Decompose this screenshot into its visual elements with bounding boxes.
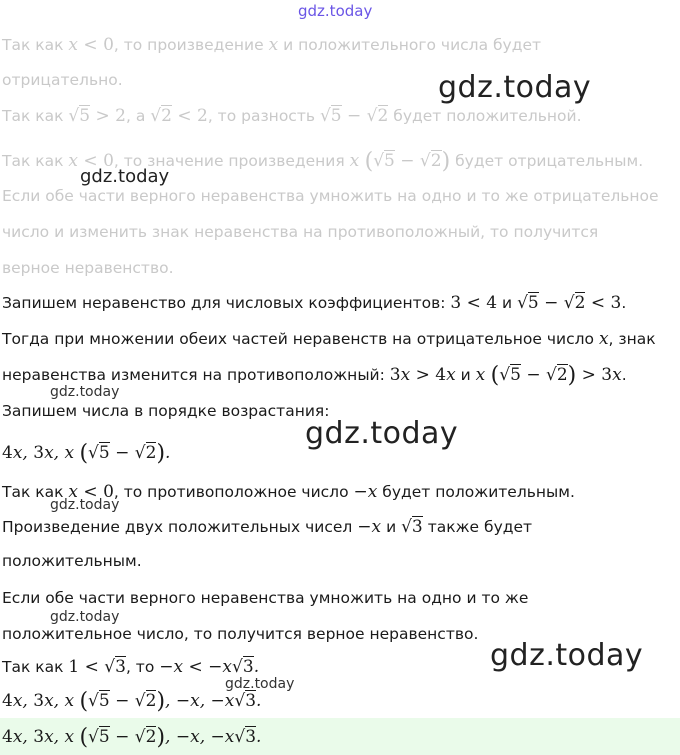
faded-line-3: Так как √5 > 2, а √2 < 2, то разность √5 − √2 будет положительной. xyxy=(2,106,582,126)
watermark-small-1: gdz.today xyxy=(50,384,120,400)
line-order-2: 4x, 3x, x (√5 − √2), −x, −x√3. xyxy=(2,689,262,714)
line-multiply: Тогда при множении обеих частей неравенств на отрицательное число x, знак xyxy=(2,329,656,349)
watermark-big-1: gdz.today xyxy=(438,70,592,105)
line-coefficients: Запишем неравенство для числовых коэффициентов: 3 < 4 и √5 − √2 < 3. xyxy=(2,293,627,313)
line-rule-2: положительное число, то получится верное неравенство. xyxy=(2,625,479,643)
watermark-small-4: gdz.today xyxy=(225,676,295,692)
watermark-top: gdz.today xyxy=(298,2,373,20)
line-positive: положительным. xyxy=(2,552,142,570)
faded-line-1: Так как x < 0, то произведение x и положительного числа будет xyxy=(2,35,542,55)
watermark-big-3: gdz.today xyxy=(490,638,644,673)
faded-line-6: число и изменить знак неравенства на противоположный, то получится xyxy=(2,223,599,241)
watermark-small-2: gdz.today xyxy=(50,497,120,513)
line-answer: 4x, 3x, x (√5 − √2), −x, −x√3. xyxy=(2,725,262,750)
line-since: Так как 1 < √3, то −x < −x√3. xyxy=(2,657,260,677)
line-order-heading: Запишем числа в порядке возрастания: xyxy=(2,402,330,420)
faded-line-4: Так как x < 0, то значение произведения x (√5 − √2) будет отрицательным. xyxy=(2,149,644,174)
faded-line-2: отрицательно. xyxy=(2,71,123,89)
watermark-big-2: gdz.today xyxy=(305,416,459,451)
line-order-1: 4x, 3x, x (√5 − √2). xyxy=(2,441,171,466)
faded-line-5: Если обе части верного неравенства умножить на одно и то же отрицательное xyxy=(2,187,659,205)
line-inequality-change: неравенства изменится на противоположный: 3x > 4x и x (√5 − √2) > 3x. xyxy=(2,363,627,388)
line-product: Произведение двух положительных чисел −x и √3 также будет xyxy=(2,517,533,537)
watermark-small-3: gdz.today xyxy=(50,609,120,625)
line-opposite: Так как x < 0, то противоположное число −x будет положительным. xyxy=(2,482,575,502)
watermark-mid-1: gdz.today xyxy=(80,166,170,187)
faded-line-7: верное неравенство. xyxy=(2,259,174,277)
line-rule-1: Если обе части верного неравенства умножить на одно и то же xyxy=(2,589,529,607)
